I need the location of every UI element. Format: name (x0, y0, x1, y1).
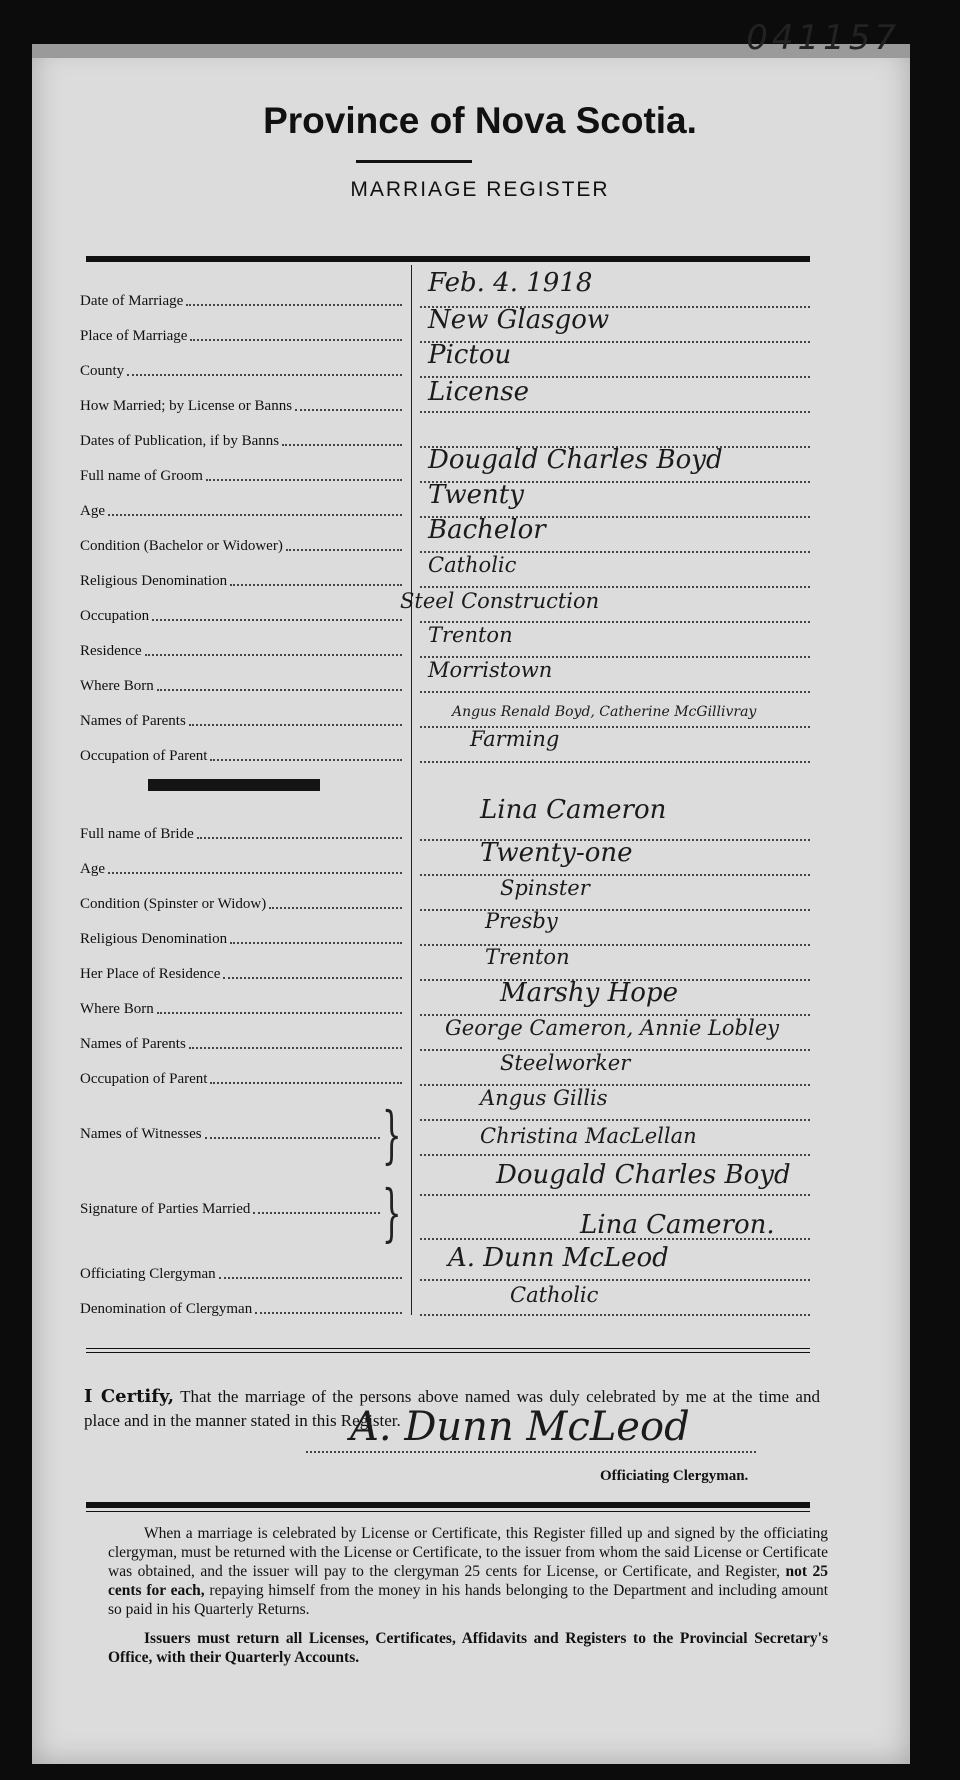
certify-text: That the marriage of the persons above named was duly celebrated by me at the time and place and in the manner stated in this Register. (84, 1387, 820, 1430)
field-label-bride-birthplace: Where Born (80, 998, 402, 1018)
field-label-bride-religion: Religious Denomination (80, 928, 402, 948)
field-value-groom-parents: Angus Renald Boyd, Catherine McGillivray (452, 704, 757, 720)
field-label-groom-age: Age (80, 500, 402, 520)
field-label-how-married: How Married; by License or Banns (80, 395, 402, 415)
entry-line (420, 411, 810, 413)
field-value-bride-name: Lina Cameron (480, 795, 667, 825)
field-value-groom-birthplace: Morristown (428, 658, 553, 682)
column-divider (411, 265, 412, 1315)
notice-rule-thin (86, 1511, 810, 1512)
witness-name-1: Angus Gillis (480, 1086, 608, 1110)
title-underline (356, 160, 472, 163)
officiating-clergyman-caption: Officiating Clergyman. (600, 1468, 749, 1484)
form-title: Province of Nova Scotia. (263, 100, 697, 141)
entry-line (420, 874, 810, 876)
notice-paragraph-1 (108, 1524, 828, 1619)
signature-groom: Dougald Charles Boyd (496, 1160, 791, 1190)
witness-brace: } (381, 1098, 402, 1171)
notice-paragraph-1-bold: not 25 cents for each, (108, 1563, 829, 1599)
field-value-bride-parent-occupation: Steelworker (500, 1051, 631, 1075)
field-label-groom-parent-occupation: Occupation of Parent (80, 745, 402, 765)
witness-name-2: Christina MacLellan (480, 1124, 697, 1148)
field-value-officiating-clergyman: A. Dunn McLeod (448, 1243, 669, 1273)
field-value-groom-age: Twenty (428, 480, 524, 510)
field-label-groom-occupation: Occupation (80, 605, 402, 625)
field-label-witnesses: Names of Witnesses (80, 1123, 380, 1143)
field-value-groom-religion: Catholic (428, 553, 517, 577)
field-label-groom-birthplace: Where Born (80, 675, 402, 695)
field-label-bride-age: Age (80, 858, 402, 878)
field-label-bride-name: Full name of Bride (80, 823, 402, 843)
field-label-groom-name: Full name of Groom (80, 465, 402, 485)
field-value-groom-residence: Trenton (428, 623, 513, 647)
field-value-bride-birthplace: Marshy Hope (500, 978, 678, 1008)
field-value-groom-name: Dougald Charles Boyd (428, 445, 723, 475)
field-label-officiating-clergyman: Officiating Clergyman (80, 1263, 402, 1283)
field-value-county: Pictou (428, 340, 512, 370)
entry-line (420, 1279, 810, 1281)
certify-rule-top (86, 1348, 810, 1349)
certify-lead: I Certify, (84, 1386, 175, 1407)
notice-paragraph-1-end: repaying himself from the money in his hands belonging to the Department and including amount so paid in his Quarterly Returns. (108, 1582, 828, 1618)
signature-brace: } (381, 1176, 402, 1249)
field-value-how-married: License (428, 377, 530, 407)
field-value-groom-parent-occupation: Farming (470, 727, 560, 751)
field-label-place-of-marriage: Place of Marriage (80, 325, 402, 345)
field-label-bride-parents: Names of Parents (80, 1033, 402, 1053)
field-label-groom-parents: Names of Parents (80, 710, 402, 730)
bride-section-bar (148, 779, 320, 791)
field-label-bride-residence: Her Place of Residence (80, 963, 402, 983)
field-label-groom-religion: Religious Denomination (80, 570, 402, 590)
reference-number: 041157 (746, 18, 900, 58)
field-value-bride-age: Twenty-one (480, 838, 633, 868)
entry-line (420, 944, 810, 946)
field-value-clergy-denomination: Catholic (510, 1283, 599, 1307)
field-label-bride-condition: Condition (Spinster or Widow) (80, 893, 402, 913)
field-value-date-of-marriage: Feb. 4. 1918 (428, 268, 593, 298)
notice-paragraph-1-text: When a marriage is celebrated by License or Certificate, this Register filled up and signed by the officiating clergyman, must be returned with the License or Certificate, to the issuer from whom the said License or Certificate was obtained, and the issuer will pay to the clergyman 25 cents for License, or Certificate, and Register, (108, 1525, 828, 1580)
form-subtitle: MARRIAGE REGISTER (350, 178, 610, 201)
header-rule (86, 256, 810, 262)
field-value-groom-occupation: Steel Construction (400, 589, 600, 613)
clergy-signature: A. Dunn McLeod (350, 1404, 690, 1450)
entry-line (420, 761, 810, 763)
notice-paragraph-2-text: Issuers must return all Licenses, Certificates, Affidavits and Registers to the Provincial Secretary's Office, with their Quarterly Accounts. (108, 1630, 828, 1666)
instructions-notice (108, 1524, 828, 1677)
entry-line (420, 1194, 810, 1196)
field-value-bride-parents: George Cameron, Annie Lobley (445, 1016, 779, 1040)
field-label-county: County (80, 360, 402, 380)
field-value-bride-residence: Trenton (485, 945, 570, 969)
field-value-bride-condition: Spinster (500, 876, 590, 900)
field-value-bride-religion: Presby (485, 909, 558, 933)
field-label-clergy-denomination: Denomination of Clergyman (80, 1298, 402, 1318)
entry-line (420, 1119, 810, 1121)
signature-bride: Lina Cameron. (580, 1210, 775, 1240)
field-label-groom-residence: Residence (80, 640, 402, 660)
field-label-groom-condition: Condition (Bachelor or Widower) (80, 535, 402, 555)
field-value-place-of-marriage: New Glasgow (428, 305, 610, 335)
entry-line (420, 1314, 810, 1316)
field-value-groom-condition: Bachelor (428, 515, 546, 545)
field-label-date-of-marriage: Date of Marriage (80, 290, 402, 310)
field-label-signatures: Signature of Parties Married (80, 1198, 380, 1218)
signature-line (306, 1451, 756, 1453)
field-label-dates-of-publication: Dates of Publication, if by Banns (80, 430, 402, 450)
field-label-bride-parent-occupation: Occupation of Parent (80, 1068, 402, 1088)
notice-paragraph-2 (108, 1629, 828, 1667)
entry-line (420, 909, 810, 911)
certify-rule-top-2 (86, 1352, 810, 1353)
notice-rule (86, 1502, 810, 1508)
